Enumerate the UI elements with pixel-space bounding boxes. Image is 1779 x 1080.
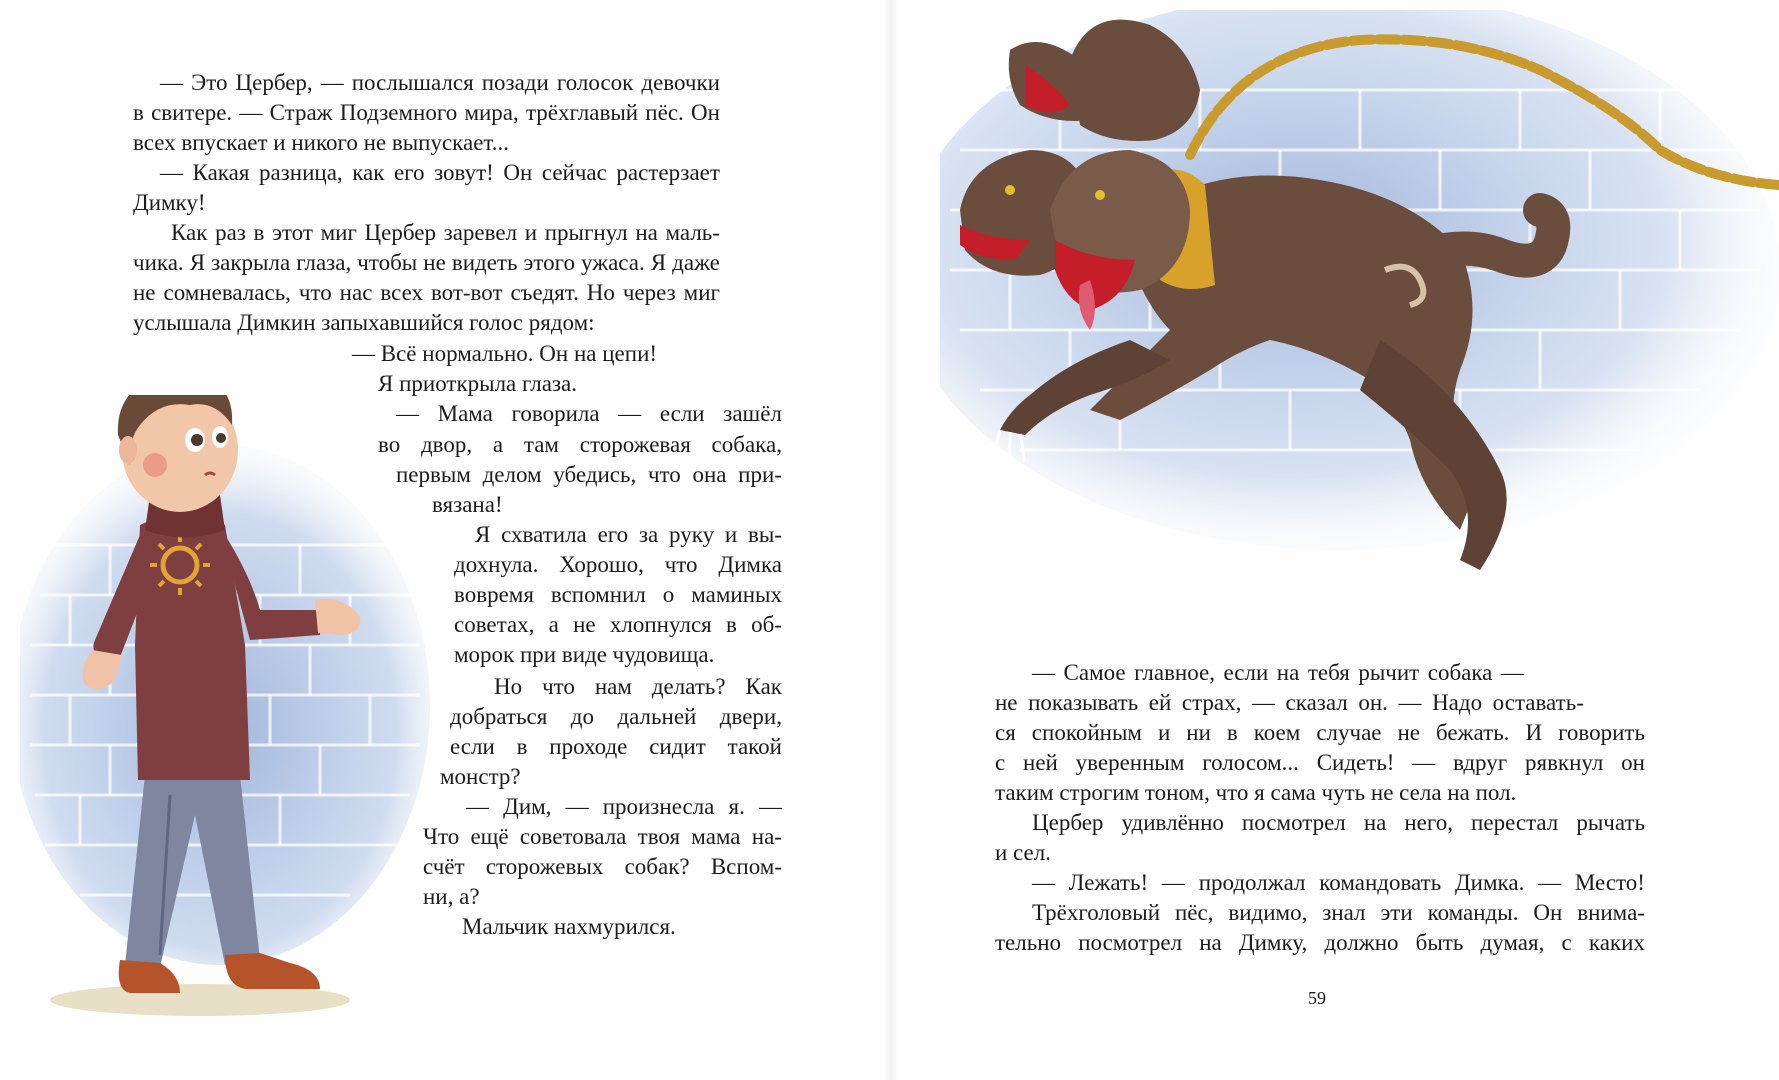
word: произнесла <box>602 794 715 819</box>
word: ещё <box>470 824 509 849</box>
word: что <box>298 280 332 305</box>
word: что <box>647 462 681 487</box>
word: перестал <box>1471 810 1559 835</box>
word: его <box>597 522 629 547</box>
word: говорить <box>1558 720 1645 745</box>
book-gutter <box>884 0 898 1080</box>
word: если <box>659 401 705 426</box>
text-line <box>995 928 1645 958</box>
word: — <box>160 70 183 95</box>
word: Но <box>586 280 615 305</box>
word: зашёл <box>723 401 782 426</box>
word: этого <box>523 250 575 275</box>
word: коем <box>1253 720 1301 745</box>
word: в <box>516 734 528 759</box>
word: до <box>570 704 594 729</box>
word: голосом... <box>1202 750 1299 775</box>
word: дальней <box>617 704 697 729</box>
word: — <box>239 100 263 125</box>
word: уверенным <box>1075 750 1185 775</box>
word: не <box>995 690 1018 715</box>
word: Самое <box>1063 660 1126 685</box>
word: советовала <box>519 824 627 849</box>
word: пёс. <box>645 100 684 125</box>
word: Он <box>503 160 533 185</box>
word: не <box>423 250 446 275</box>
text-line: и сел. <box>995 840 1051 865</box>
text-line <box>454 580 782 610</box>
word: удивлённо <box>1121 810 1224 835</box>
text-line: таким строгим тоном, что я сама чуть не села на пол. <box>995 780 1517 805</box>
word: в <box>1226 720 1238 745</box>
word: делом <box>482 462 542 487</box>
word: Цербер, <box>235 70 313 95</box>
word: продолжал <box>1198 870 1306 895</box>
word: говорила <box>511 401 600 426</box>
word: — <box>565 794 589 819</box>
word: тебя <box>1307 660 1350 685</box>
word: тельно <box>995 930 1062 955</box>
word: Место! <box>1574 870 1645 895</box>
word: бежать. <box>1436 720 1510 745</box>
word: глаза, <box>296 250 352 275</box>
text-line <box>396 460 782 490</box>
word: ни <box>1186 720 1211 745</box>
word: девочки <box>641 70 720 95</box>
word: посмотрел <box>1078 930 1183 955</box>
word: знал <box>1322 900 1366 925</box>
word: быть <box>1415 930 1464 955</box>
word: рычит <box>1358 660 1420 685</box>
word: там <box>523 432 559 457</box>
text-line <box>133 248 720 278</box>
text-line: вязана! <box>432 492 503 517</box>
word: сторожевых <box>485 854 604 879</box>
word: — <box>1251 690 1275 715</box>
text-line <box>475 520 782 550</box>
word: такой <box>727 734 782 759</box>
text-line: Димку! <box>133 190 206 215</box>
word: Цербер <box>1032 810 1104 835</box>
word: сейчас <box>541 160 607 185</box>
word: чтобы <box>357 250 418 275</box>
word: не <box>133 280 156 305</box>
text-line <box>1032 868 1645 898</box>
word: Он <box>1533 900 1563 925</box>
text-line <box>133 278 720 308</box>
word: раз <box>215 220 246 245</box>
word: хлопнулся <box>609 612 712 637</box>
word: — <box>1161 870 1185 895</box>
word: — <box>320 70 344 95</box>
word: маминых <box>691 582 782 607</box>
word: вспомнил <box>550 582 646 607</box>
word: ней <box>1023 750 1058 775</box>
word: спокойным <box>1031 720 1142 745</box>
text-line <box>171 218 720 248</box>
word: разница, <box>258 160 343 185</box>
text-line <box>160 158 720 188</box>
word: случае <box>1316 720 1382 745</box>
word: схватила <box>501 522 587 547</box>
word: Я <box>189 250 206 275</box>
word: не <box>573 612 596 637</box>
word: должно <box>1324 930 1399 955</box>
text-line <box>1032 898 1645 928</box>
word: первым <box>396 462 471 487</box>
word: собак? <box>624 854 690 879</box>
word: этот <box>272 220 313 245</box>
text-line: — Всё нормально. Он на цепи! <box>352 341 658 366</box>
word: Какая <box>192 160 250 185</box>
boy-illustration <box>20 395 430 1025</box>
word: — <box>1412 750 1436 775</box>
word: Хорошо, <box>559 552 644 577</box>
word: сомневалась, <box>163 280 291 305</box>
word: двор, <box>420 432 473 457</box>
word: командовать <box>1319 870 1442 895</box>
word: Цербер <box>364 220 436 245</box>
text-line <box>423 822 782 852</box>
word: — <box>160 160 183 185</box>
word: Димку, <box>1238 930 1308 955</box>
word: вовремя <box>454 582 534 607</box>
cerberus-illustration <box>940 10 1779 660</box>
word: трёхглавый <box>525 100 639 125</box>
word: вдруг <box>1453 750 1508 775</box>
word: об- <box>751 612 782 637</box>
word: — <box>758 794 782 819</box>
word: растерзает <box>616 160 720 185</box>
word: — <box>1032 660 1055 685</box>
word: Я <box>650 250 667 275</box>
word: в <box>725 612 737 637</box>
word: позади <box>481 70 549 95</box>
word: за <box>638 522 659 547</box>
word: что <box>542 674 575 699</box>
word: каких <box>1588 930 1645 955</box>
word: зовут! <box>434 160 494 185</box>
word: нас <box>339 280 373 305</box>
text-line <box>450 732 782 762</box>
word: и <box>724 522 738 547</box>
word: с <box>995 750 1006 775</box>
text-line <box>378 430 782 460</box>
word: на <box>1276 660 1300 685</box>
word: в <box>253 220 265 245</box>
word: эти <box>1380 900 1413 925</box>
text-line <box>1032 808 1645 838</box>
word: Это <box>191 70 228 95</box>
word: в <box>133 100 144 125</box>
text-line <box>466 792 782 822</box>
word: а <box>492 432 504 457</box>
word: Но <box>494 674 523 699</box>
word: дохнула. <box>454 552 539 577</box>
word: — <box>1398 690 1422 715</box>
word: миг <box>683 280 720 305</box>
text-line <box>995 688 1584 718</box>
word: Дим, <box>503 794 552 819</box>
word: ей <box>1148 690 1172 715</box>
text-line <box>454 550 782 580</box>
word: прыгнул <box>544 220 628 245</box>
word: внима- <box>1577 900 1645 925</box>
word: Трёхголовый <box>1032 900 1161 925</box>
word: на <box>1363 810 1387 835</box>
word: сторожевая <box>579 432 691 457</box>
word: на <box>635 220 658 245</box>
word: мира, <box>464 100 519 125</box>
text-line <box>454 610 782 640</box>
word: рычать <box>1576 810 1645 835</box>
word: как <box>352 160 385 185</box>
word: Вспом- <box>710 854 782 879</box>
word: Я <box>475 522 491 547</box>
word: Лежать! <box>1068 870 1149 895</box>
text-line: ни, а? <box>423 884 480 909</box>
word: руку <box>669 522 715 547</box>
word: Страж <box>269 100 333 125</box>
word: ся <box>995 720 1016 745</box>
word: посмотрел <box>1241 810 1346 835</box>
word: видеть <box>451 250 518 275</box>
word: Мама <box>437 401 493 426</box>
word: чика. <box>133 250 184 275</box>
word: пёс, <box>1174 900 1214 925</box>
word: — <box>618 401 642 426</box>
word: страх, <box>1181 690 1242 715</box>
word: — <box>1538 870 1562 895</box>
word: мама <box>691 824 741 849</box>
text-line <box>450 702 782 732</box>
word: закрыла <box>211 250 291 275</box>
text-line: услышала Димкин запыхавшийся голос рядом: <box>133 310 595 335</box>
word: я. <box>728 794 745 819</box>
text-line <box>133 98 720 128</box>
word: думая, <box>1480 930 1545 955</box>
word: Димка. <box>1454 870 1525 895</box>
word: И <box>1525 720 1543 745</box>
text-line: морок при виде чудовища. <box>454 642 715 667</box>
word: даже <box>672 250 720 275</box>
word: убедись, <box>553 462 637 487</box>
word: заревел <box>443 220 518 245</box>
word: он <box>1621 750 1645 775</box>
word: вы- <box>747 522 782 547</box>
word: Как <box>745 674 782 699</box>
word: Димка <box>718 552 782 577</box>
word: не <box>1397 720 1421 745</box>
word: двери, <box>719 704 782 729</box>
word: Что <box>423 824 460 849</box>
word: он. <box>1358 690 1388 715</box>
word: Как <box>171 220 208 245</box>
word: проходе <box>549 734 628 759</box>
word: через <box>622 280 676 305</box>
word: счёт <box>423 854 465 879</box>
word: на- <box>751 824 782 849</box>
word: голосок <box>556 70 634 95</box>
word: сидит <box>649 734 706 759</box>
word: при- <box>738 462 782 487</box>
word: маль- <box>665 220 720 245</box>
word: а <box>548 612 559 637</box>
word: команды. <box>1427 900 1519 925</box>
word: твоя <box>637 824 681 849</box>
word: советах, <box>454 612 535 637</box>
word: — <box>466 794 489 819</box>
word: — <box>1032 870 1055 895</box>
word: — <box>1500 660 1524 685</box>
word: во <box>378 432 401 457</box>
word: миг <box>320 220 357 245</box>
word: оставать- <box>1492 690 1584 715</box>
word: о <box>662 582 675 607</box>
text-line <box>494 672 782 702</box>
word: на <box>1199 930 1222 955</box>
text-line: всех впускает и никого не выпускает... <box>133 130 509 155</box>
text-line: Я приоткрыла глаза. <box>378 371 578 396</box>
word: Он <box>690 100 720 125</box>
word: Надо <box>1432 690 1483 715</box>
word: Подземного <box>339 100 458 125</box>
word: Сидеть! <box>1316 750 1395 775</box>
word: и <box>1157 720 1171 745</box>
text-line: монстр? <box>440 764 521 789</box>
word: съедят. <box>510 280 579 305</box>
text-line <box>1032 658 1524 688</box>
text-line: Мальчик нахмурился. <box>462 914 676 939</box>
page-number: 59 <box>1308 988 1326 1008</box>
word: собака, <box>711 432 782 457</box>
word: свитере. <box>151 100 233 125</box>
word: ужаса. <box>581 250 645 275</box>
text-line <box>995 718 1645 748</box>
word: вот-вот <box>430 280 503 305</box>
word: — <box>396 401 419 426</box>
word: с <box>1561 930 1572 955</box>
word: главное, <box>1134 660 1215 685</box>
word: и <box>524 220 538 245</box>
word: его <box>393 160 425 185</box>
word: всех <box>380 280 423 305</box>
text-line <box>160 68 720 98</box>
word: нам <box>594 674 632 699</box>
word: послышался <box>351 70 474 95</box>
word: него, <box>1404 810 1454 835</box>
word: делать? <box>651 674 726 699</box>
text-line <box>396 399 782 429</box>
text-line <box>423 852 782 882</box>
word: собака <box>1427 660 1493 685</box>
word: показывать <box>1028 690 1139 715</box>
text-line <box>995 748 1645 778</box>
word: если <box>1223 660 1269 685</box>
word: рявкнул <box>1524 750 1604 775</box>
word: видимо, <box>1228 900 1308 925</box>
word: что <box>664 552 698 577</box>
word: сказал <box>1285 690 1348 715</box>
word: добраться <box>450 704 548 729</box>
word: если <box>450 734 495 759</box>
word: она <box>692 462 727 487</box>
